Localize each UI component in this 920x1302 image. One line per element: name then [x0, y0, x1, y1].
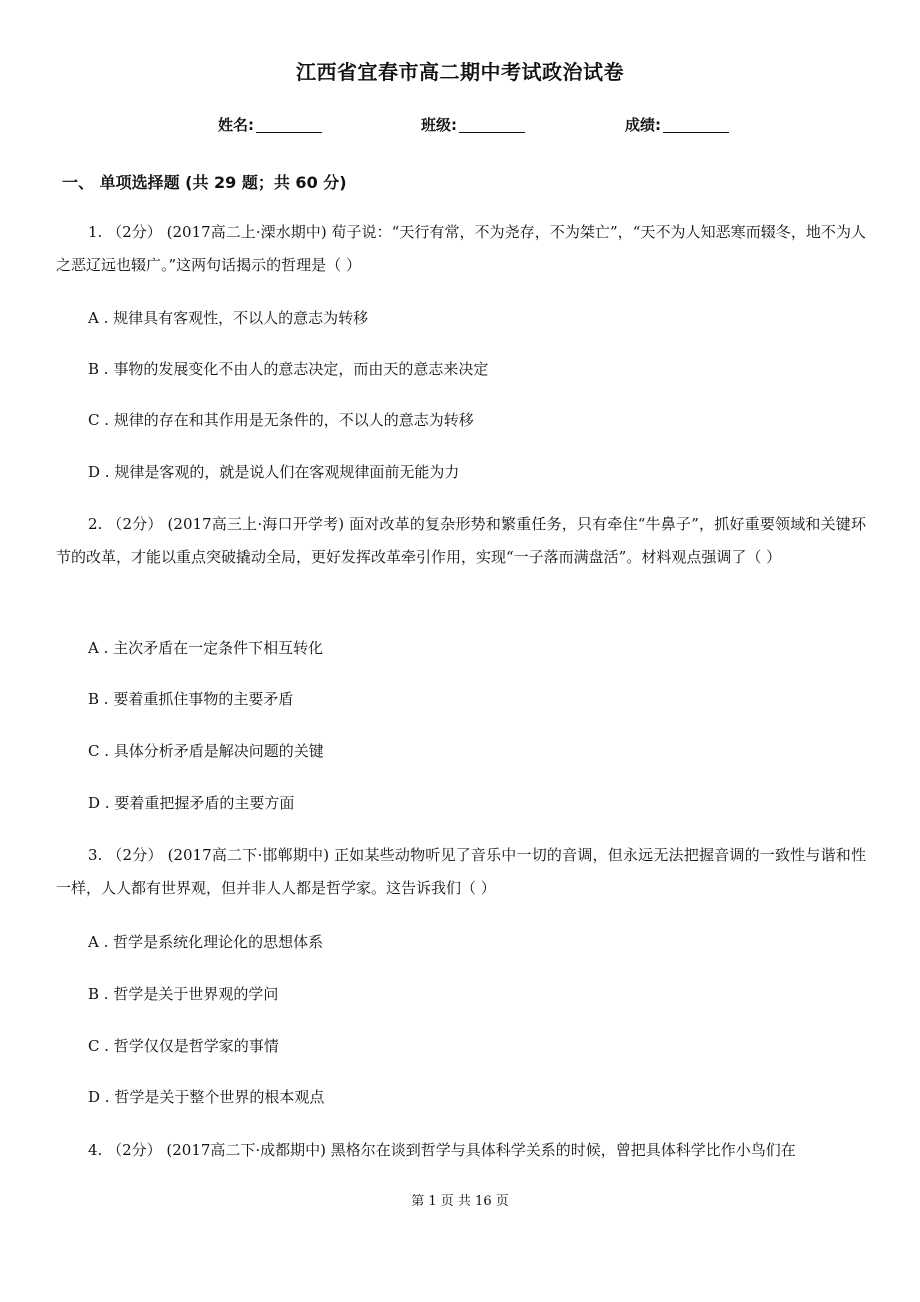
question-stem: 4. （2分） (2017高二下·成都期中) 黑格尔在谈到哲学与具体科学关系的时候，曾把具体科学比作小鸟们在: [88, 1141, 796, 1159]
student-info-row: [0, 114, 920, 138]
score-field: [625, 114, 729, 135]
option-a: A . 规律具有客观性，不以人的意志为转移: [88, 309, 369, 327]
option-b: B . 要着重抓住事物的主要矛盾: [88, 690, 294, 708]
name-blank: [256, 116, 322, 133]
score-label: 成绩:: [625, 116, 661, 134]
question-stem: 1. （2分） (2017高二上·溧水期中) 荀子说：“天行有常，不为尧存，不为桀亡”，“天不为人知恶寒而辍冬，地不为人之恶辽远也辍广。”这两句话揭示的哲理是（ ）: [56, 223, 866, 274]
name-label: 姓名:: [218, 116, 254, 134]
option-a: A . 哲学是系统化理论化的思想体系: [88, 933, 324, 951]
option-b: B . 哲学是关于世界观的学问: [88, 985, 279, 1003]
question-stem: 2. （2分） (2017高三上·海口开学考) 面对改革的复杂形势和繁重任务，只有牵住“牛鼻子”，抓好重要领域和关键环节的改革，才能以重点突破撬动全局，更好发挥改革牵引作用，实现“一子落而满盘活”。材料观点强调了（ ）: [56, 515, 866, 566]
option-c: C . 哲学仅仅是哲学家的事情: [88, 1037, 279, 1055]
option-b: B . 事物的发展变化不由人的意志决定，而由天的意志来决定: [88, 360, 489, 378]
option-d: D . 要着重把握矛盾的主要方面: [88, 794, 295, 812]
option-a: A . 主次矛盾在一定条件下相互转化: [88, 639, 324, 657]
class-label: 班级:: [421, 116, 457, 134]
page-title: 江西省宜春市高二期中考试政治试卷: [296, 60, 624, 84]
score-blank: [663, 116, 729, 133]
name-field: [218, 114, 322, 135]
section-heading: 一、 单项选择题 (共 29 题；共 60 分): [62, 173, 347, 192]
class-blank: [459, 116, 525, 133]
question-stem: 3. （2分） (2017高二下·邯郸期中) 正如某些动物听见了音乐中一切的音调，但永远无法把握音调的一致性与谐和性一样，人人都有世界观，但并非人人都是哲学家。这告诉我们（ ）: [56, 846, 866, 897]
page-footer: 第 1 页 共 16 页: [411, 1194, 509, 1209]
option-d: D . 规律是客观的，就是说人们在客观规律面前无能为力: [88, 463, 460, 481]
option-d: D . 哲学是关于整个世界的根本观点: [88, 1088, 325, 1106]
option-c: C . 具体分析矛盾是解决问题的关键: [88, 742, 324, 760]
class-field: [421, 114, 525, 135]
option-c: C . 规律的存在和其作用是无条件的，不以人的意志为转移: [88, 411, 474, 429]
